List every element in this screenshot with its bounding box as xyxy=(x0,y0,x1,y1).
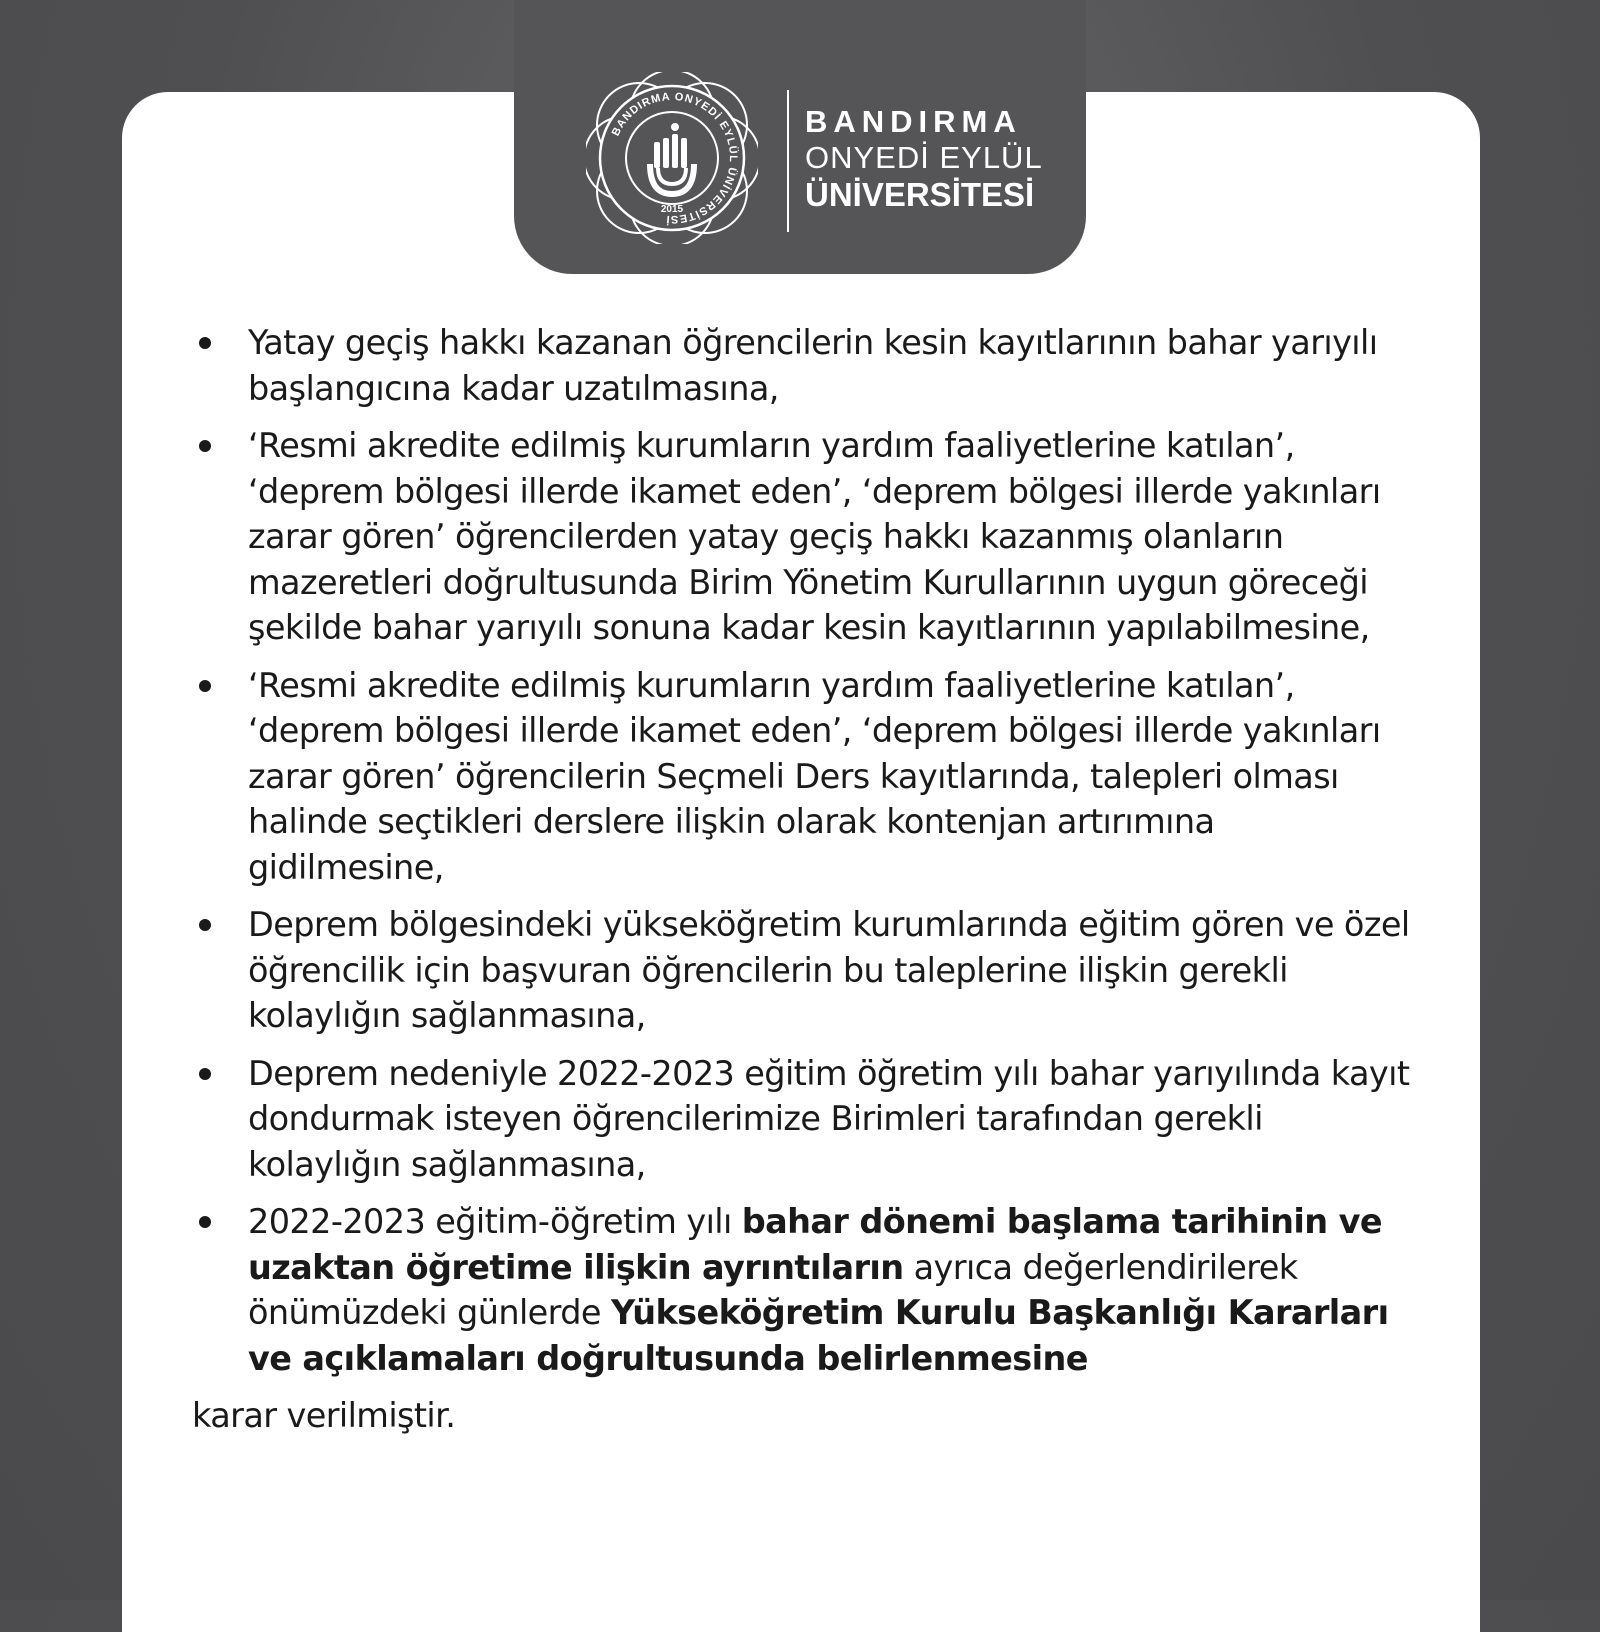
list-item xyxy=(192,1199,1412,1381)
bold-text: bahar dönemi başlama tarihinin ve uzaktan öğretime ilişkin ayrıntıların xyxy=(248,1202,1382,1287)
item-text: Yatay geçiş hakkı kazanan öğrencilerin kesin kayıtlarının bahar yarıyılı başlangıcına kadar uzatılmasına, xyxy=(248,323,1378,408)
brand-line-1: BANDIRMA xyxy=(805,104,1022,139)
university-seal-icon xyxy=(586,72,758,244)
logo-divider xyxy=(787,90,789,232)
university-wordmark xyxy=(805,104,1043,214)
brand-line-2: ONYEDİ EYLÜL xyxy=(805,140,1043,175)
brand-line-3: ÜNİVERSİTESİ xyxy=(805,176,1035,213)
bullet-icon xyxy=(199,680,211,692)
bold-text: Yükseköğretim Kurulu Başkanlığı Kararları ve açıklamaları doğrultusunda belirlenmesine xyxy=(248,1293,1389,1378)
bullet-icon xyxy=(199,440,211,452)
bullet-icon xyxy=(199,1068,211,1080)
item-text: ‘Resmi akredite edilmiş kurumların yardım faaliyetlerine katılan’, ‘deprem bölgesi illerde ikamet eden’, ‘deprem bölgesi illerde yakınları zarar gören’ öğrencilerden yatay geçiş hakkı kazanmış olanların mazeretleri doğrultusunda Birim Yönetim Kurullarının uygun göreceği şekilde bahar yarıyılı sonuna kadar kesin kayıtlarının yapılabilmesine, xyxy=(248,426,1381,647)
list-item xyxy=(192,902,1412,1039)
list-item xyxy=(192,1051,1412,1188)
announcement-body xyxy=(192,320,1412,1439)
list-item xyxy=(192,320,1412,411)
bullet-icon xyxy=(199,919,211,931)
seal-year: 2015 xyxy=(660,204,684,215)
bullet-icon xyxy=(199,1216,211,1228)
list-item xyxy=(192,423,1412,651)
item-text: ayrıca değerlendirilerek önümüzdeki günlerde xyxy=(248,1247,1298,1332)
item-text: Deprem nedeniyle 2022-2023 eğitim öğretim yılı bahar yarıyılında kayıt dondurmak isteyen öğrencilerimize Birimleri tarafından gerekli kolaylığın sağlanmasına, xyxy=(248,1053,1410,1184)
closing-text: karar verilmiştir. xyxy=(192,1396,456,1435)
item-text: ‘Resmi akredite edilmiş kurumların yardım faaliyetlerine katılan’, ‘deprem bölgesi illerde ikamet eden’, ‘deprem bölgesi illerde yakınları zarar gören’ öğrencilerin Seçmeli Ders kayıtlarında, talepleri olması halinde seçtikleri derslere ilişkin olarak kontenjan artırımına gidilmesine, xyxy=(248,665,1381,887)
item-text: Deprem bölgesindeki yükseköğretim kurumlarında eğitim gören ve özel öğrencilik için başvuran öğrencilerin bu taleplerine ilişkin gerekli kolaylığın sağlanmasına, xyxy=(248,905,1410,1035)
seal-ring-text: BANDIRMA ONYEDİ EYLÜL ÜNİVERSİTESİ xyxy=(609,90,740,226)
item-text: 2022-2023 eğitim-öğretim yılı xyxy=(248,1202,742,1241)
list-item xyxy=(192,663,1412,891)
bullet-icon xyxy=(199,337,211,349)
decision-list xyxy=(192,320,1412,1381)
